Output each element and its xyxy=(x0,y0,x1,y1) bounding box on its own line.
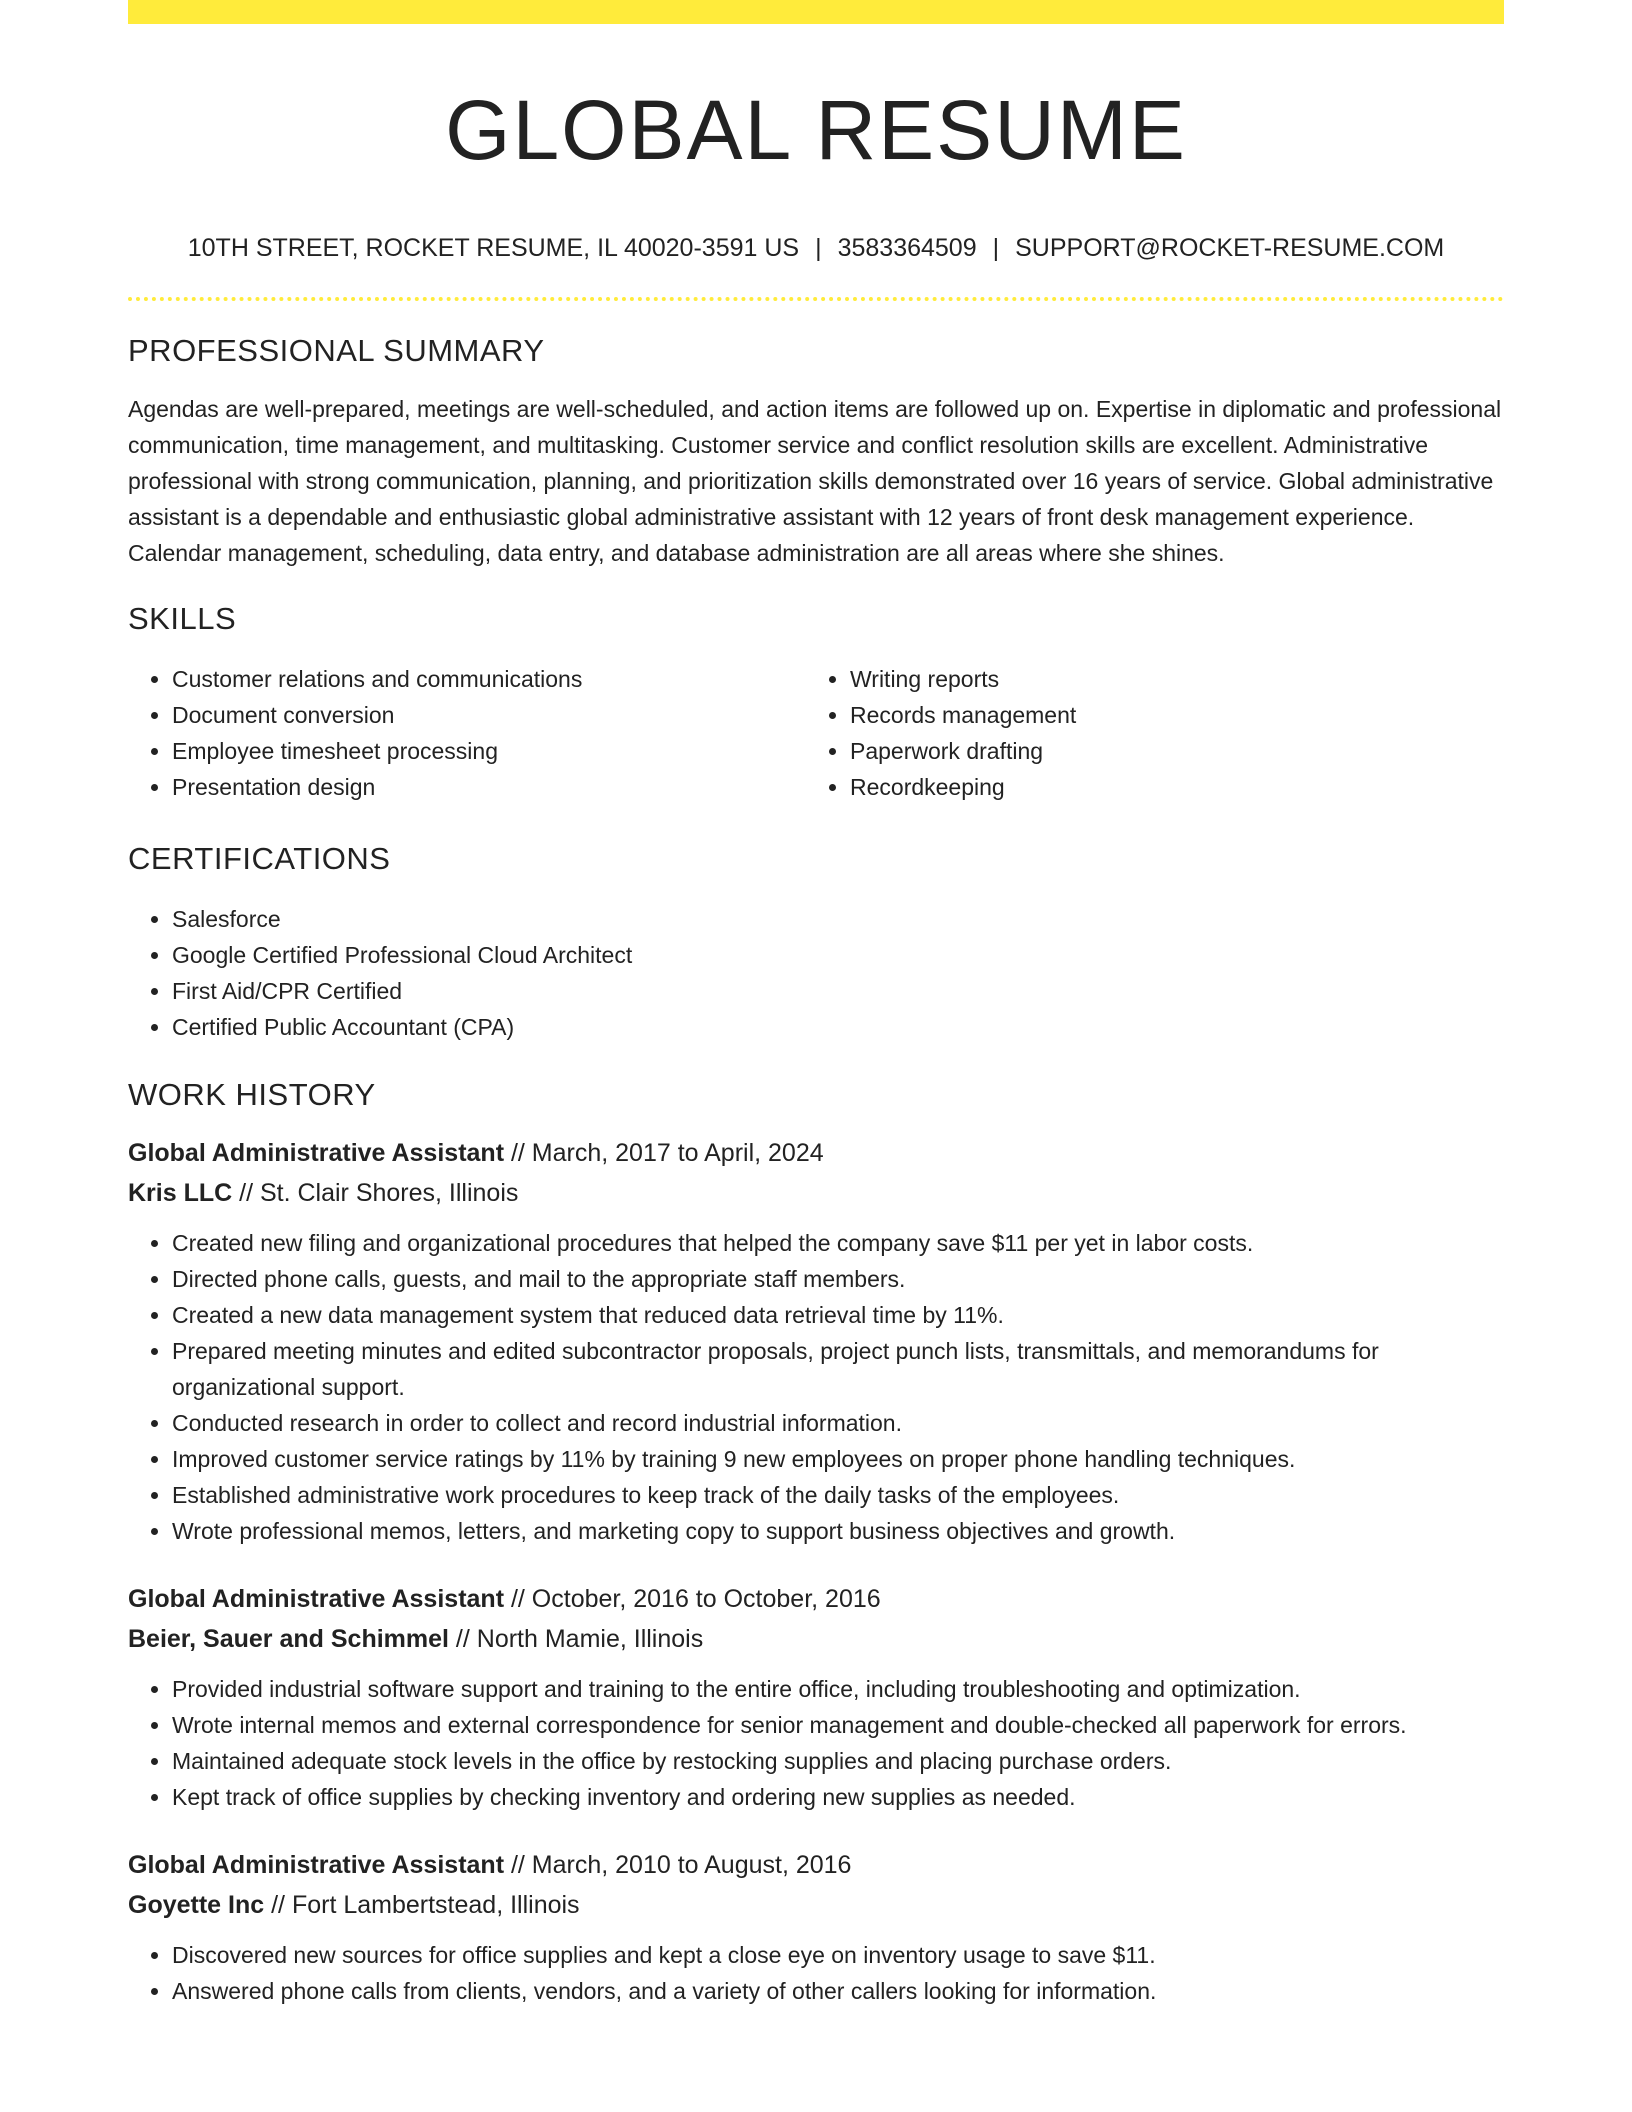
contact-email: SUPPORT@ROCKET-RESUME.COM xyxy=(1015,234,1445,262)
job-title-line xyxy=(128,1579,1504,1619)
job-company: Goyette Inc xyxy=(128,1891,265,1919)
job-company-line xyxy=(128,1885,1504,1925)
job-bullet: • Conducted research in order to collect and record industrial information. xyxy=(172,1405,1504,1441)
job-bullet: • Maintained adequate stock levels in the office by restocking supplies and placing purchase orders. xyxy=(172,1743,1504,1779)
job-bullet: • Kept track of office supplies by checking inventory and ordering new supplies as needed. xyxy=(172,1779,1504,1815)
job-role: Global Administrative Assistant xyxy=(128,1585,505,1613)
job-entry xyxy=(128,1133,1504,1549)
job-title-line xyxy=(128,1133,1504,1173)
skill-item: • Employee timesheet processing xyxy=(172,733,806,769)
job-bullet-list xyxy=(128,1671,1504,1815)
skills-heading: SKILLS xyxy=(128,601,237,636)
skill-item: • Document conversion xyxy=(172,697,806,733)
job-location: // North Mamie, Illinois xyxy=(448,1625,704,1653)
skills-grid xyxy=(128,661,1504,805)
skill-item: • Recordkeeping xyxy=(850,769,1484,805)
job-bullet: • Discovered new sources for office supplies and kept a close eye on inventory usage to save $11. xyxy=(172,1937,1504,1973)
job-location: // Fort Lambertstead, Illinois xyxy=(264,1891,580,1919)
job-entry xyxy=(128,1579,1504,1815)
certifications-list xyxy=(128,901,1504,1045)
dotted-divider xyxy=(128,297,1504,301)
job-bullet: • Prepared meeting minutes and edited subcontractor proposals, project punch lists, transmittals, and memorandums for organizational support. xyxy=(172,1333,1504,1405)
job-dates: // October, 2016 to October, 2016 xyxy=(504,1585,881,1613)
certification-item: • Certified Public Accountant (CPA) xyxy=(172,1009,1504,1045)
skill-item: • Paperwork drafting xyxy=(850,733,1484,769)
certifications-heading: CERTIFICATIONS xyxy=(128,841,391,876)
job-dates: // March, 2017 to April, 2024 xyxy=(504,1139,824,1167)
job-bullet: • Created new filing and organizational procedures that helped the company save $11 per yet in labor costs. xyxy=(172,1225,1504,1261)
job-bullet-list xyxy=(128,1225,1504,1549)
job-bullet: • Provided industrial software support and training to the entire office, including troubleshooting and optimization. xyxy=(172,1671,1504,1707)
job-bullet: • Directed phone calls, guests, and mail to the appropriate staff members. xyxy=(172,1261,1504,1297)
skill-item: • Records management xyxy=(850,697,1484,733)
job-bullet: • Answered phone calls from clients, vendors, and a variety of other callers looking for information. xyxy=(172,1973,1504,2009)
contact-separator: | xyxy=(815,234,822,262)
job-bullet: • Improved customer service ratings by 11% by training 9 new employees on proper phone handling techniques. xyxy=(172,1441,1504,1477)
job-company: Kris LLC xyxy=(128,1179,233,1207)
contact-line xyxy=(128,232,1504,264)
skills-left-column xyxy=(128,661,806,805)
skill-item: • Presentation design xyxy=(172,769,806,805)
summary-heading: PROFESSIONAL SUMMARY xyxy=(128,333,545,368)
job-title-line xyxy=(128,1845,1504,1885)
job-company-line xyxy=(128,1619,1504,1659)
job-bullet: • Established administrative work procedures to keep track of the daily tasks of the employees. xyxy=(172,1477,1504,1513)
job-bullet-list xyxy=(128,1937,1504,2009)
certification-item: • First Aid/CPR Certified xyxy=(172,973,1504,1009)
job-bullet: • Created a new data management system that reduced data retrieval time by 11%. xyxy=(172,1297,1504,1333)
summary-text: Agendas are well-prepared, meetings are well-scheduled, and action items are followed up on. Expertise in diplomatic and professional communication, time management, and multitasking. Customer service and conflict resolution skills are excellent. Administrative professional with strong communication, planning, and prioritization skills demonstrated over 16 years of service. Global administrative assistant is a dependable and enthusiastic global administrative assistant with 12 years of front desk management experience. Calendar management, scheduling, data entry, and database administration are all areas where she shines. xyxy=(128,396,1502,566)
job-dates: // March, 2010 to August, 2016 xyxy=(504,1851,852,1879)
job-bullet: • Wrote internal memos and external correspondence for senior management and double-checked all paperwork for errors. xyxy=(172,1707,1504,1743)
certification-item: • Google Certified Professional Cloud Architect xyxy=(172,937,1504,973)
skill-item: • Customer relations and communications xyxy=(172,661,806,697)
resume-content xyxy=(128,0,1504,2009)
contact-separator: | xyxy=(992,234,1000,262)
contact-phone: 3583364509 xyxy=(837,234,977,262)
contact-address: 10TH STREET, ROCKET RESUME, IL 40020-3591 US xyxy=(187,234,800,262)
job-location: // St. Clair Shores, Illinois xyxy=(232,1179,519,1207)
skill-item: • Writing reports xyxy=(850,661,1484,697)
job-entry xyxy=(128,1845,1504,2009)
job-bullet: • Wrote professional memos, letters, and marketing copy to support business objectives and growth. xyxy=(172,1513,1504,1549)
certification-item: • Salesforce xyxy=(172,901,1504,937)
skills-right-column xyxy=(806,661,1484,805)
resume-name: GLOBAL RESUME xyxy=(445,83,1187,177)
work-history-heading: WORK HISTORY xyxy=(128,1077,376,1112)
job-role: Global Administrative Assistant xyxy=(128,1851,505,1879)
job-company: Beier, Sauer and Schimmel xyxy=(128,1625,449,1653)
job-role: Global Administrative Assistant xyxy=(128,1139,505,1167)
job-company-line xyxy=(128,1173,1504,1213)
